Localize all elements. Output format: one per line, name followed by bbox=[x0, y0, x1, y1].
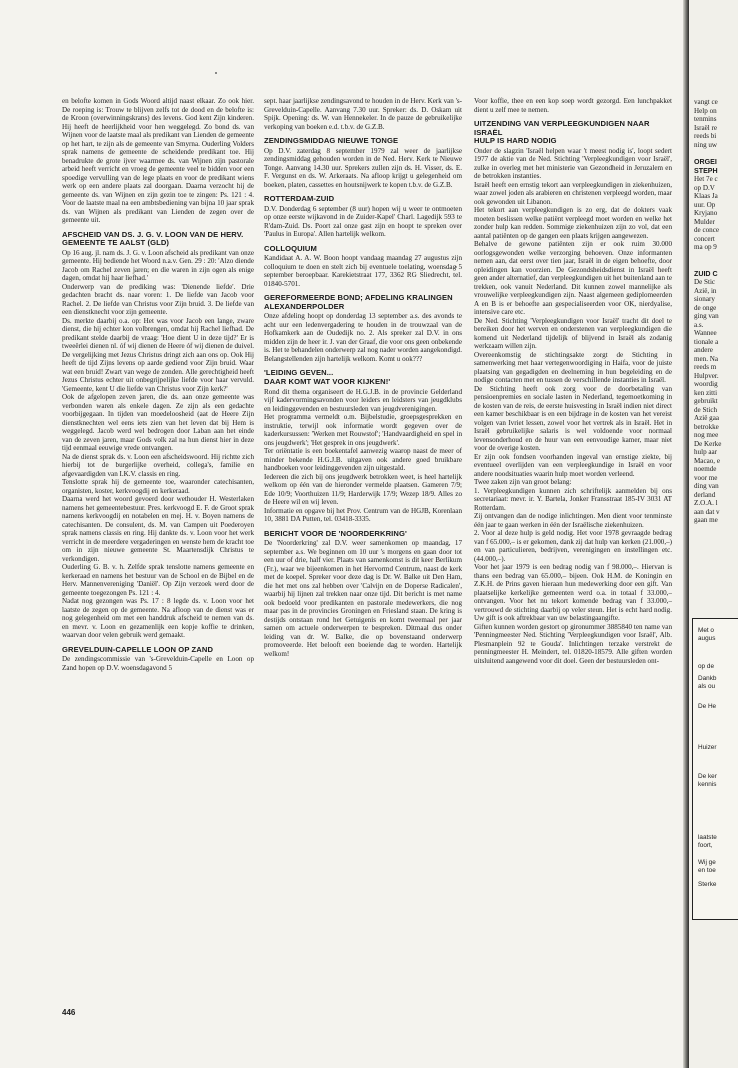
article-paragraph: Giften kunnen worden gestort op gironummer 3885840 ten name van 'Penningmeester Ned. Stichting 'Verpleegkundigen voor Israël', Alb. Plesmanplein 92 te Gouda'. Inlichtingen terzake verstrekt de penningmeester H. Meindert, tel. 01820-18579. Alle giften worden uitsluitend aangewend voor dit doel. Geen der bestuursleden ont- bbox=[474, 622, 672, 665]
facing-page-line: gebruikt bbox=[694, 397, 718, 405]
facing-page-line: De Stic bbox=[694, 278, 716, 286]
article-paragraph: Israël heeft een ernstig tekort aan verpleegkundigen in ziekenhuizen, waar zowel joden als arabieren en christenen verpleegd worden, maar ook gewonden uit Libanon. bbox=[474, 180, 672, 206]
article-paragraph: Nadat nog gezongen was Ps. 17 : 8 legde ds. v. Loon voor het laatste de zegen op de gemeente. Na afloop van de dienst was er nog gelegenheid om met een handdruk afscheid te nemen van ds. en mevr. v. Loon en gezamenlijk een kopje koffie te drinken, waarvan door velen gebruik werd gemaakt. bbox=[62, 597, 254, 640]
facing-page-line: Macao, e bbox=[694, 456, 720, 465]
article-paragraph: Overeenkomstig de stichtingsakte zorgt de Stichting in samenwerking met haar vertegenwoordiging in Haifa, voor de juiste plaatsing van gegadigden en deelneming in hun begeleiding en de nodige contacten met en tussen de verschillende instanties in Israël. bbox=[474, 350, 672, 385]
facing-page-line: a.s. bbox=[694, 320, 704, 329]
article-heading: AFSCHEID VAN DS. J. G. V. LOON VAN DE HERV. GEMEENTE TE AALST (GLD) bbox=[62, 229, 244, 248]
facing-page-edge bbox=[689, 0, 738, 1068]
article-paragraph: 2. Voor al deze hulp is geld nodig. Het voor 1978 gevraagde bedrag van f 65.000,– is er gekomen, dank zij dat hulp van kerken (21.000,–) en van particulieren, bedrijven, verenigingen en instellingen etc. (44.000,–). bbox=[474, 529, 672, 563]
facing-page-line: Z.O.A. l bbox=[694, 499, 718, 507]
facing-page-box-line: foort, bbox=[698, 842, 713, 849]
article-heading: ROTTERDAM-ZUID bbox=[264, 194, 335, 204]
facing-page-line: ging van bbox=[694, 312, 719, 320]
facing-page-line bbox=[694, 252, 738, 261]
article-paragraph: Ds. merkte daarbij o.a. op: Het was voor Jacob een lange, zware dienst, die hij echter kon volbrengen, omdat hij Rachel liefhad. De predikant stelde daarbij de vraag: 'Hoe dient U in deze tijd?' Er is tweeërlei dienen nl. óf wij dienen de Heere óf wij dienen de duivel. De vergelijking met Jezus Christus dringt zich aan ons op. Ook Hij heeft de tijd Zijns levens op aarde gediend voor Zijn bruid. Waar wat een bruid! Zwart van wege de zonden. Alle gerechtigheid heeft Jezus Christus echter uit onbegrijpelijke liefde voor haar vervuld. 'Gemeente, kent U die liefde van Christus voor Zijn kerk?' bbox=[62, 316, 254, 393]
facing-page-box-line: kennis bbox=[698, 781, 717, 788]
article-paragraph: Er zijn ook fondsen voorhanden ingeval van ernstige ziekte, bij eventueel overlijden van een verpleegkundige in Israël en voor andere noodsituaties waarin hulp moet worden verleend. bbox=[474, 452, 672, 478]
facing-page-box-line: De ker bbox=[698, 773, 717, 780]
facing-page-line: ken zitti bbox=[694, 388, 718, 397]
article-paragraph: Voor koffie, thee en een kop soep wordt gezorgd. Een lunchpakket dient u zelf mee te nemen. bbox=[474, 97, 672, 114]
facing-page-box-line: op de bbox=[698, 663, 714, 670]
facing-page-notice-box bbox=[692, 618, 738, 920]
column-2 bbox=[264, 97, 462, 1013]
article-paragraph: 1. Verpleegkundigen kunnen zich schriftelijk aanmelden bij ons secretariaat: mevr. ir. Y. Bartela, Jonker Fransstraat 185-IV 3031 AT Rotterdam. bbox=[474, 486, 672, 512]
facing-page-box-line: laatste bbox=[698, 834, 717, 841]
facing-page-line bbox=[694, 149, 738, 158]
facing-page-box-line: als ou bbox=[698, 683, 716, 690]
article-paragraph: Ouderling G. B. v. h. Zelfde sprak tenslotte namens gemeente en kerkeraad en namens het bestuur van de School en de Bijbel en de Herv. Mannenvereniging 'Daniël'. Op Zijn verzoek werd door de gemeente toegezongen Ps. 121 : 4. bbox=[62, 563, 254, 597]
article-heading: 'LEIDING GEVEN... DAAR KOMT WAT VOOR KIJKEN!' bbox=[264, 368, 391, 387]
print-speck bbox=[215, 72, 217, 74]
facing-page-line: ma op 9 bbox=[694, 243, 717, 251]
article-paragraph: Tenslotte sprak hij de gemeente toe, waaronder catechisanten, organisten, koster, kerkvoogdij en kerkeraad. bbox=[62, 478, 254, 495]
article-paragraph: en belofte komen in Gods Woord altijd naast elkaar. Zo ook hier. De roeping is: Trouw te blijven zelfs tot de dood en de belofte is: de Kroon (overwinningskrans) des levens. God kent Zijn kinderen. Hij heeft de heerlijkheid voor hen weggelegd. Zo bond ds. van Wijnen voor de laatste maal als predikant van Lienden de gemeente op het hart, te zijn als de gemeente van Smyrna. Ouderling Volders sprak namens de gemeente de scheidende predikant toe. Hij benadrukte de grote ijver waarmee ds. van Wijnen zijn pastorale arbeid heeft verricht en vroeg de gemeente veel te bidden voor een spoedige vervulling van de lege plaats en voor de predikant wiens werk op een andere plaats zal doorgaan. Daarna verzocht hij de gemeente ds. van Wijnen en zijn gezin toe te zingen: Ps. 121 : 4. Voor de laatste maal na een ambtsbediening van bijna 10 jaar sprak ds. van Wijnen als predikant van Lienden de zegen over de gemeente uit. bbox=[62, 97, 254, 224]
page-number: 446 bbox=[62, 1008, 76, 1017]
facing-page-line bbox=[694, 261, 738, 270]
article-paragraph: Twee zaken zijn van groot belang: bbox=[474, 478, 572, 487]
article-paragraph: Voor het jaar 1979 is een bedrag nodig van f 98.000,–. Hiervan is thans een bedrag van 65.000,– bijeen. Ook H.M. de Koningin en Z.K.H. de Prins gaven hieraan hun medewerking door een gift. Van plaatselijke kerkelijke gemeenten werd o.a. in totaal f 33.000,– ontvangen. Voor het nu tekort komende bedrag van f 33.000,– vertrouwd de stichting daarbij op veler steun. Het is echt hard nodig. Uw gift is ook aftrekbaar van uw belastingaangifte. bbox=[474, 563, 672, 623]
facing-page-text bbox=[694, 98, 738, 525]
facing-page-box-line: en toe bbox=[698, 867, 716, 874]
facing-page-line: op D.V bbox=[694, 183, 715, 192]
column-3 bbox=[474, 97, 672, 1013]
facing-page-line: woordig bbox=[694, 380, 718, 388]
facing-page-line: Israël re bbox=[694, 123, 718, 132]
facing-page-line: Het 7e c bbox=[694, 175, 718, 183]
article-paragraph: Onze afdeling hoopt op donderdag 13 september a.s. des avonds te acht uur een ledenvergadering te houden in de trouwzaal van de Hofkamkerk aan de Oudedijk no. 2. Als spreker zal D.V. in ons midden zijn de heer ir. J. van der Graaf, die voor ons geen onbekende is. Het te behandelen onderwerp zal nog nader worden aangekondigd. Belangstellenden zijn hartelijk welkom. Komt u ook??? bbox=[264, 312, 462, 363]
facing-page-line: voor me bbox=[694, 473, 718, 482]
facing-page-line: Azië, in bbox=[694, 286, 717, 295]
article-heading: UITZENDING VAN VERPLEEGKUNDIGEN NAAR ISRAËL HULP IS HARD NODIG bbox=[474, 119, 650, 146]
facing-page-line: STEPH bbox=[694, 166, 718, 175]
facing-page-box-line: Sterke bbox=[698, 881, 717, 888]
facing-page-line: vangt ce bbox=[694, 98, 718, 106]
facing-page-line: reeds m bbox=[694, 363, 717, 371]
facing-page-line: Help on bbox=[694, 106, 717, 115]
facing-page-line: Wannee bbox=[694, 329, 717, 337]
article-paragraph: Iedereen die zich bij ons jeugdwerk betrokken weet, is heel hartelijk welkom op één van de hieronder vermelde plaatsen. Gameren 7/9; Ede 10/9; Voorthuizen 11/9; Harderwijk 17/9; Wezep 18/9. Alles zo de Heere wil en wij leven. bbox=[264, 472, 462, 507]
facing-page-line: nog mee bbox=[694, 431, 719, 439]
facing-page-line: gaan me bbox=[694, 516, 718, 524]
article-paragraph: Zij ontvangen dan de nodige inlichtingen. Men dient voor tenminste één jaar te gaan werken in één der Israëlische ziekenhuizen. bbox=[474, 512, 672, 529]
facing-page-line: Mulder bbox=[694, 217, 715, 226]
facing-page-line: betrokke bbox=[694, 422, 719, 431]
article-paragraph: Onder de slagzin 'Israël helpen waar 't meest nodig is', loopt sedert 1977 de aktie van de Ned. Stichting 'Verpleegkundigen voor Israël', zulke in overleg met het ministerie van Gezondheid in Jeruzalem en de betrokken instanties. bbox=[474, 146, 672, 181]
facing-page-line: andere bbox=[694, 346, 713, 354]
facing-page-line: hulp aar bbox=[694, 448, 718, 456]
article-paragraph: De zendingscommissie van 's-Grevelduin-Capelle en Loon op Zand hopen op D.V. woensdagavond 5 bbox=[62, 655, 254, 672]
facing-page-line: men. Na bbox=[694, 354, 719, 363]
article-paragraph: Rond dit thema organiseert de H.G.J.B. in de provincie Gelderland vijf kadervormingsavonden voor leiders en leidsters van jeugdklubs en leidinggevenden en bestuursleden van jeugdverenigingen. bbox=[264, 387, 462, 413]
facing-page-line: aan dat v bbox=[694, 507, 720, 516]
article-paragraph: Op 16 aug. jl. nam ds. J. G. v. Loon afscheid als predikant van onze gemeente. Hij bediende het Woord n.a.v. Gen. 29 : 20: 'Alzo diende Jacob om Rachel zeven jaren; en die waren in zijn ogen als enige dagen, omdat hij haar liefhad.' bbox=[62, 248, 254, 283]
article-paragraph: Het programma vermeldt o.m. Bijbelstudie, groepsgesprekken en instruktie, terwijl ook informatie wordt gegeven over de kaderkursussen: 'Werken met Rouwstof'; 'Handvaardigheid en spel in ons jeugdwerk'; 'Het gesprek in ons jeugdwerk'. bbox=[264, 413, 462, 447]
facing-page-line: de conce bbox=[694, 226, 720, 234]
facing-page-line: Klaas Ja bbox=[694, 192, 718, 200]
facing-page-box-line: De He bbox=[698, 703, 717, 710]
facing-page-line: Azië gaa bbox=[694, 414, 720, 422]
facing-page-box-line: Dankb bbox=[698, 675, 717, 682]
article-heading: GEREFORMEERDE BOND; AFDELING KRALINGEN ALEXANDERPOLDER bbox=[264, 293, 453, 311]
article-heading: ZENDINGSMIDDAG NIEUWE TONGE bbox=[264, 136, 399, 145]
facing-page-line: concert bbox=[694, 234, 715, 243]
article-heading: COLLOQUIUM bbox=[264, 243, 317, 253]
article-paragraph: De 'Noorderkring' zal D.V. weer samenkomen op maandag, 17 september a.s. We beginnen om 10 uur 's morgens en gaan door tot een uur of drie, half vier. Plaats van samenkomst is dit keer Berlikum (Fr.), waar we bijeenkomen in het Hervormd Centrum, naast de kerk met de koepel. Spreker voor deze dag is Dr. W. Balke uit Den Ham, die het met ons zal hebben over 'Calvijn en de Doperse Radicalen', waarbij hij lijnen zal trekken naar onze tijd. Dit bericht is met name ook bedoeld voor predikanten en pastorale medewerkers, die nog maar pas in de provincies Groningen en Friesland staan. De kring is destijds ontstaan rond het Getuigenis en komt tweemaal per jaar samen om actuele onderwerpen te bespreken. Ditmaal dus onder leiding van dr. W. Balke, die op bovenstaand onderwerp promoveerde. Het belooft een boeiende dag te worden. Hartelijk welkom! bbox=[264, 539, 462, 658]
facing-page-line: tionale a bbox=[694, 337, 719, 346]
facing-page-line: De Kerke bbox=[694, 439, 722, 448]
article-paragraph: Na de dienst sprak ds. v. Loon een afscheidswoord. Hij richtte zich hierbij tot de burgerlijke overheid, collega's, familie en afgevaardigden van I.K.V. classis en ring. bbox=[62, 452, 254, 478]
facing-page-box-line: Met o bbox=[698, 627, 714, 634]
article-heading: BERICHT VOOR DE 'NOORDERKRING' bbox=[264, 528, 407, 538]
facing-page-line: Hulpver. bbox=[694, 371, 719, 380]
article-paragraph: De Stichting heeft ook zorg voor de doorbetaling van pensioenpremies en sociale lasten in Nederland, tegemoetkoming in de kosten van de reis, de eerste huisvesting in Israël indien niet direct een kamer beschikbaar is en een bijdrage in de kosten van het vereist volgen van Ivriet lessen, zowel voor het vertrek als in Israël. Het in Israël gebruikelijke salaris is wel voldoende voor normaal levensonderhoud en de huur van een eenvoudige kamer, maar niet voor de overige kosten. bbox=[474, 384, 672, 453]
facing-page-line: derland bbox=[694, 490, 716, 499]
facing-page-line: tenmins bbox=[694, 115, 717, 123]
article-paragraph: sept. haar jaarlijkse zendingsavond te houden in de Herv. Kerk van 's-Grevelduin-Capelle. Aanvang 7.30 uur. Spreker: ds. D. Oskam uit Spijk. Opening: ds. W. van Hennekeler. In de pauze de gebruikelijke verkoping van boeken e.d. t.b.v. de G.Z.B. bbox=[264, 97, 462, 131]
facing-page-line: ding van bbox=[694, 482, 719, 490]
facing-page-line: noemde bbox=[694, 465, 717, 473]
facing-page-line: ning uw bbox=[694, 140, 718, 149]
article-paragraph: Daarna werd het woord gevoerd door wethouder H. Westerlaken namens het gemeentebestuur. Pres. kerkvoogd E. F. de Groot sprak namens kerkvoogdij en notabelen en mej. H. v. Boyen namens de catechisanten. De consulent, ds. M. van Campen uit Poederoyen sprak namens classis en ring. Hij dankte ds. v. Loon voor het werk verricht in de meerdere vergaderingen en wenste hem de kracht toe om in zijn nieuwe gemeente St. Maartensdijk Christus te verkondigen. bbox=[62, 495, 254, 563]
article-paragraph: Ook de afgelopen zeven jaren, die ds. aan onze gemeente was verbonden waren als enkele dagen. Ze zijn als een gedachte voorbijgegaan. In tijden van moedeloosheid (aat de Heere Zijn dienstknechten wel eens iets zien van het leven dat bij Hem is weggelegd. Jacob werd wel bedrogen door Laban aan het einde van de zeven jaren, maar Gods volk zal na hun dienst hier in deze tijd eenmaal eeuwige vrede ontvangen. bbox=[62, 393, 254, 453]
article-paragraph: Ter oriëntatie is een boekentafel aanwezig waarop naast de meer of minder bekende H.G.J.B. uitgaven ook andere goed bruikbare handboeken voor leidinggevenden zijn uitgestald. bbox=[264, 447, 462, 473]
article-paragraph: Op D.V. zaterdag 8 september 1979 zal weer de jaarlijkse zendingsmiddag gehouden worden in de Ned. Herv. Kerk te Nieuwe Tonge. Aanvang 14.30 uur. Sprekers zullen zijn ds. H. Visser, ds. E. F. Vergunst en ds. W. Arkeraats. Na afloop krijgt u gelegenheid om boeken, platen, cassettes en houtsnijwerk te kopen t.b.v. de G.Z.B. bbox=[264, 146, 462, 189]
facing-page-box-line: augus bbox=[698, 635, 716, 642]
facing-page-line: uur. Op bbox=[694, 200, 716, 209]
article-paragraph: De Ned. Stichting 'Verpleegkundigen voor Israël' tracht dit doel te bereiken door het werven en onderstenen van verpleegkundigen die komend uit Nederland tijdelijk of blijvend in Israël als zodanig werkzaam willen zijn. bbox=[474, 316, 672, 351]
column-1 bbox=[62, 97, 254, 1013]
article-paragraph: Onderwerp van de prediking was: 'Dienende liefde'. Drie gedachten bracht ds. naar voren: 1. De liefde van Jacob voor Rachel. 2. De liefde van Christus voor Zijn bruid. 3. De liefde van een dienstknecht voor zijn gemeente. bbox=[62, 282, 254, 317]
article-paragraph: Behalve de gewone patiënten zijn er ook ruim 30.000 oorlogsgewonden welke verzorging behoeven. Onze informanten nemen aan, dat eerst over tien jaar, Israël in de eigen behoefte, door opleidingen kan voorzien. De Gezondsheidsdienst in Israël heeft geen ander alternatief, dan verpleegkundigen uit het buitenland aan te trekken, ook vanuit Nederland. Dit kunnen zowel mannelijke als vrouwelijke verpleegkundigen zijn. Naast algemeen gediplomeerden A en B is er behoefte aan gespecialiseerden voor OK, nierdyalise, intensive care etc. bbox=[474, 240, 672, 317]
article-heading: GREVELDUIN-CAPELLE LOON OP ZAND bbox=[62, 644, 214, 654]
article-paragraph: Het tekort aan verpleegkundigen is zo erg, dat de dokters vaak moeten beslissen welke patiënt verpleegd moet worden en welke het zonder hulp kan redden. Sommige ziekenhuizen zijn zo vol, dat een aantal patiënten op de gangen een plaats krijgen aangewezen. bbox=[474, 206, 672, 240]
facing-page-box-line: Wij ge bbox=[698, 859, 716, 866]
article-paragraph: D.V. Donderdag 6 september (8 uur) hopen wij u weer te ontmoeten op onze eerste wijkavond in de Zuider-Kapel' Charl. Lagedijk 593 te R'dam-Zuid. Ds. Poort zal onze gast zijn en hoopt te spreken over 'Paulus in Europa'. Allen hartelijk welkom. bbox=[264, 204, 462, 239]
article-paragraph: Informatie en opgave bij het Prov. Centrum van de HGJB, Korenlaan 10, 3881 DA Putten, tel. 03418-3335. bbox=[264, 506, 462, 524]
facing-page-line: reeds bi bbox=[694, 132, 717, 140]
facing-page-line: ORGEI bbox=[694, 158, 717, 166]
facing-page-line: de onge bbox=[694, 303, 717, 312]
article-paragraph: Kandidaat A. A. W. Boon hoopt vandaag maandag 27 augustus zijn colloquium te doen en stelt zich bij eventuele toelating, woensdag 5 september beroepbaar. Karekietstraat 177, 3362 RG Sliedrecht, tel. 01840-5701. bbox=[264, 254, 462, 288]
facing-page-line: sionary bbox=[694, 295, 715, 303]
facing-page-line: de Stich bbox=[694, 405, 718, 414]
facing-page-line: Kryjano bbox=[694, 209, 718, 217]
facing-page-box-line: Huizer bbox=[698, 744, 717, 751]
facing-page-line: ZUID C bbox=[694, 269, 718, 278]
